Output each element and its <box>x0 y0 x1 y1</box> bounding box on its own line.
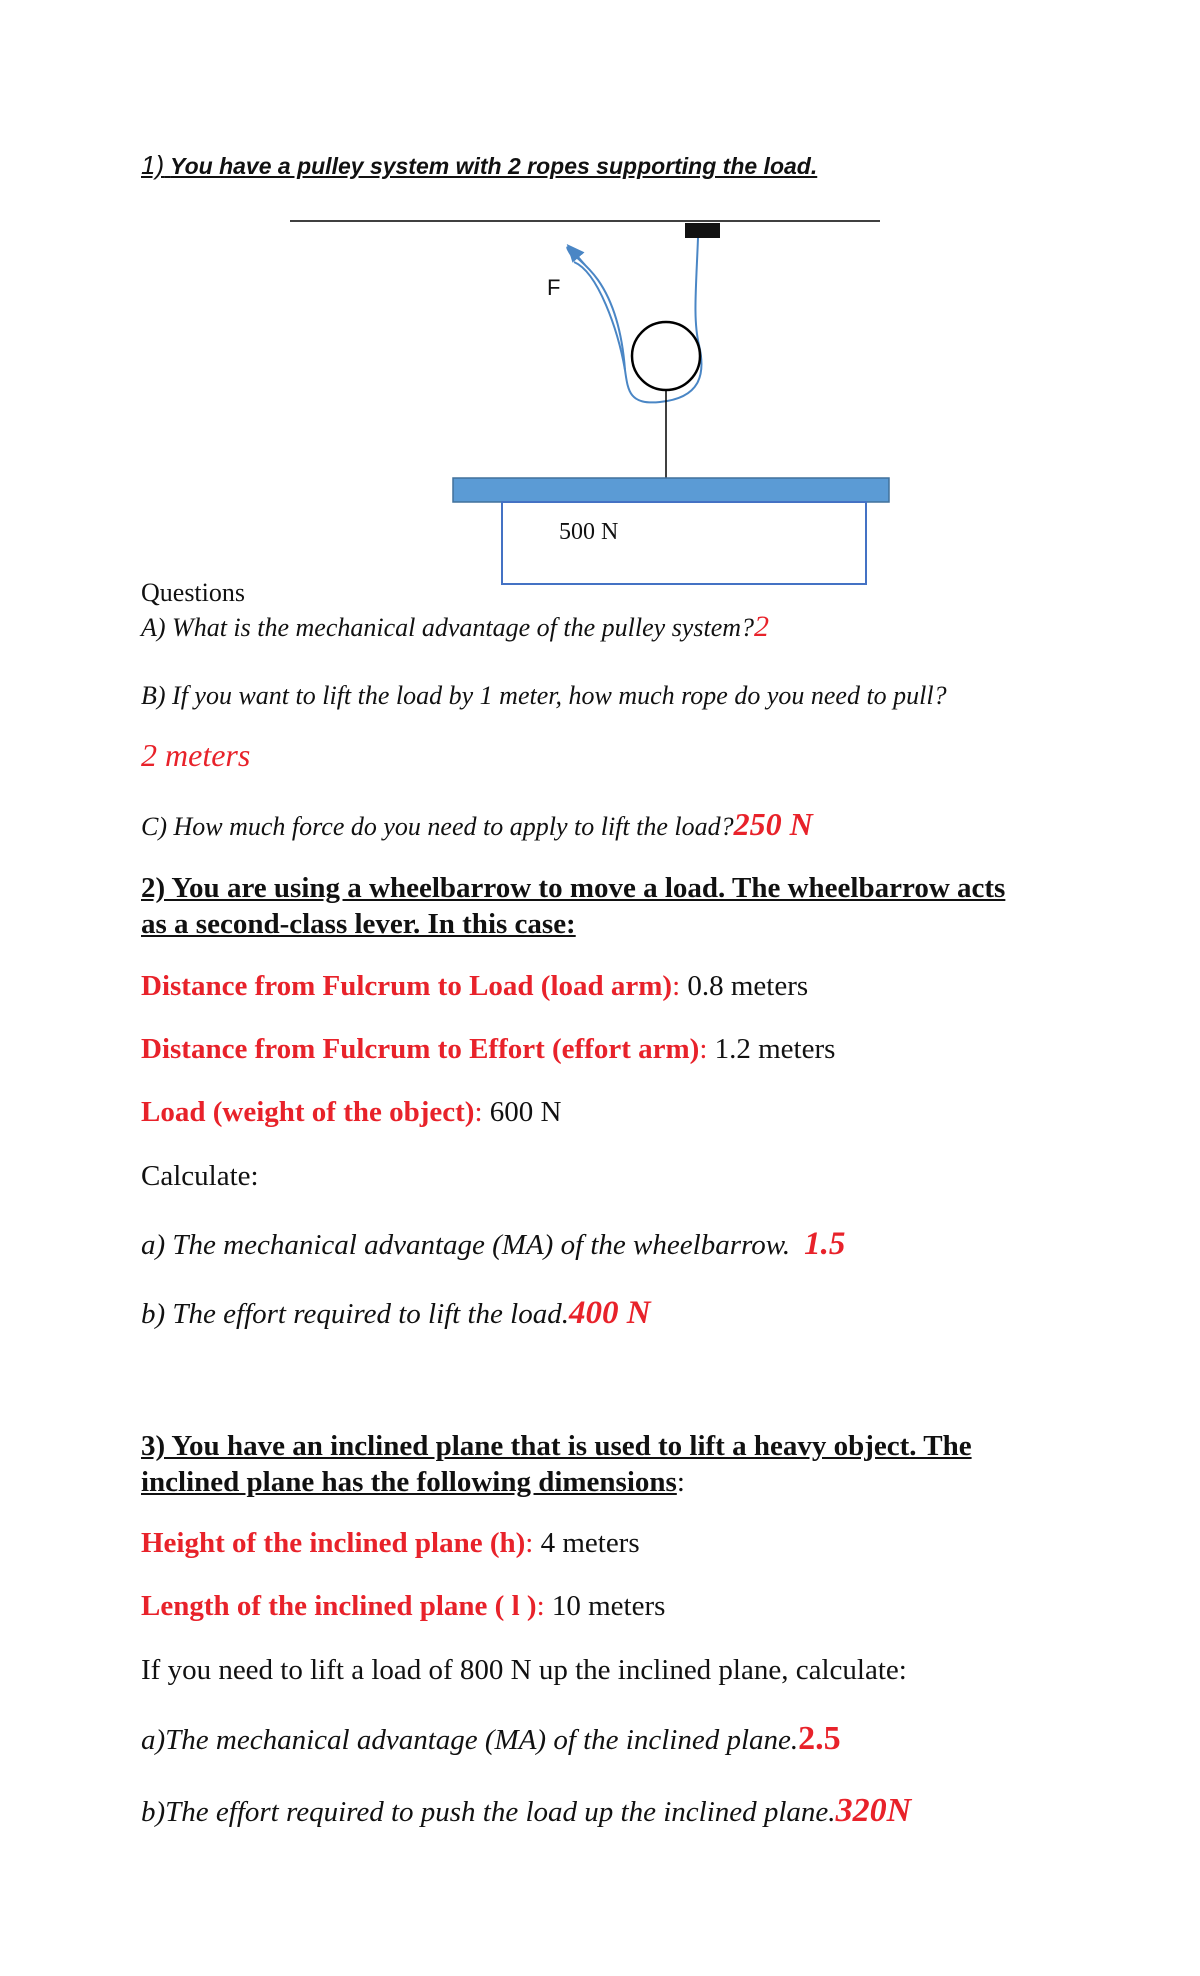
q2-given-sep: : <box>699 1033 708 1065</box>
q2-a <box>141 1226 845 1263</box>
q2-given-label: Distance from Fulcrum to Effort (effort arm) <box>141 1033 700 1065</box>
load-label: 500 N <box>559 519 619 545</box>
q3-given-sep: : <box>525 1527 534 1559</box>
q2-given-value: 1.2 meters <box>707 1033 836 1065</box>
q3-a-answer: 2.5 <box>798 1720 841 1757</box>
q2-given-load-arm <box>141 970 808 1003</box>
q2-a-answer: 1.5 <box>804 1226 846 1262</box>
q3-b-question: b)The effort required to push the load up the inclined plane. <box>141 1796 836 1828</box>
q1-b-question: B) If you want to lift the load by 1 meter, how much rope do you need to pull? <box>141 681 947 710</box>
q2-given-value: 600 N <box>482 1096 562 1128</box>
pulley-wheel <box>632 322 700 390</box>
force-label: F <box>547 275 561 300</box>
q1-heading-text: You have a pulley system with 2 ropes supporting the load. <box>170 153 818 179</box>
q2-heading-line2: as a second-class lever. In this case: <box>141 908 576 940</box>
q2-given-value: 0.8 meters <box>680 970 809 1002</box>
q2-a-question: a) The mechanical advantage (MA) of the wheelbarrow. <box>141 1229 791 1261</box>
q2-given-label: Distance from Fulcrum to Load (load arm) <box>141 970 673 1002</box>
questions-label: Questions <box>141 578 245 607</box>
q3-given-value: 4 meters <box>533 1527 640 1559</box>
ceiling-anchor <box>685 223 720 238</box>
q3-given-value: 10 meters <box>544 1590 666 1622</box>
q1-c-question: C) How much force do you need to apply to lift the load? <box>141 812 734 841</box>
q3-heading-line1: 3) You have an inclined plane that is used to lift a heavy object. The <box>141 1430 972 1462</box>
q1-b-answer: 2 meters <box>141 737 251 773</box>
q1-a-question: A) What is the mechanical advantage of the pulley system? <box>141 613 755 642</box>
q2-given-effort-arm <box>141 1033 835 1066</box>
load-bar <box>453 478 889 502</box>
q3-heading-colon: : <box>676 1466 685 1498</box>
q2-given-sep: : <box>474 1096 483 1128</box>
q2-given-label: Load (weight of the object) <box>141 1096 475 1128</box>
q3-given-label: Height of the inclined plane (h) <box>141 1527 526 1559</box>
q1-c <box>141 806 813 843</box>
q1-a-answer: 2 <box>754 610 770 643</box>
q3-heading-line2-text: inclined plane has the following dimensions <box>141 1466 677 1498</box>
q3-given-sep: : <box>536 1590 545 1622</box>
q2-b-question: b) The effort required to lift the load. <box>141 1298 569 1330</box>
q3-given-length <box>141 1590 665 1623</box>
q3-b-answer: 320N <box>835 1792 912 1829</box>
q3-given-height <box>141 1527 640 1560</box>
q3-heading-line2 <box>141 1466 685 1499</box>
q2-heading-line1: 2) You are using a wheelbarrow to move a load. The wheelbarrow acts <box>141 872 1006 904</box>
q3-a <box>141 1720 841 1758</box>
q2-b-answer: 400 N <box>568 1295 651 1331</box>
q3-prompt: If you need to lift a load of 800 N up the inclined plane, calculate: <box>141 1654 907 1686</box>
load-box <box>502 502 866 584</box>
q1-c-answer: 250 N <box>733 806 813 842</box>
q3-a-question: a)The mechanical advantage (MA) of the inclined plane. <box>141 1724 799 1756</box>
q2-given-load <box>141 1096 561 1129</box>
q3-given-label: Length of the inclined plane ( l ) <box>141 1590 537 1622</box>
q2-calculate: Calculate: <box>141 1160 259 1192</box>
q3-b <box>141 1792 911 1830</box>
q1-number: 1) <box>141 150 165 180</box>
q2-b <box>141 1295 651 1332</box>
q1-a <box>141 610 769 644</box>
q2-given-sep: : <box>672 970 681 1002</box>
